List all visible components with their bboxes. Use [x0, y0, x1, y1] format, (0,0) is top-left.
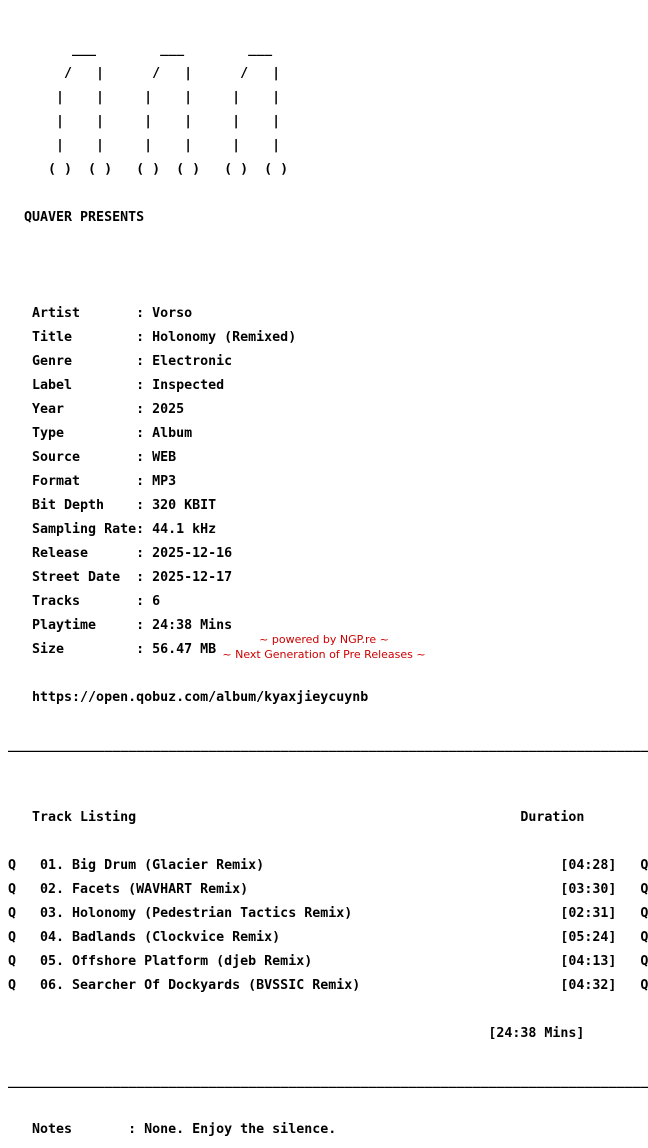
info-tracks: Tracks : 6 — [8, 594, 161, 609]
info-artist: Artist : Vorso — [8, 306, 193, 321]
info-genre: Genre : Electronic — [8, 354, 233, 369]
info-format: Format : MP3 — [8, 474, 177, 489]
track-row: Q 02. Facets (WAVHART Remix) [03:30] Q — [8, 882, 648, 897]
footer-powered-by: ~ powered by NGP.re ~ — [259, 633, 389, 646]
info-type: Type : Album — [8, 426, 193, 441]
ascii-art-line: / | / | / | — [8, 66, 281, 81]
total-duration: [24:38 Mins] — [8, 1026, 585, 1041]
track-row: Q 01. Big Drum (Glacier Remix) [04:28] Q — [8, 858, 648, 873]
nfo-text — [8, 8, 648, 1148]
info-bit-depth: Bit Depth : 320 KBIT — [8, 498, 217, 513]
track-row: Q 05. Offshore Platform (djeb Remix) [04:13] Q — [8, 954, 648, 969]
info-source: Source : WEB — [8, 450, 177, 465]
track-row: Q 03. Holonomy (Pedestrian Tactics Remix) [02:31] Q — [8, 906, 648, 921]
ascii-art-line: | | | | | | — [8, 90, 281, 105]
separator-line: ________________________________________________________________________________ — [8, 1074, 648, 1089]
info-size: Size : 56.47 MB — [8, 642, 217, 657]
track-listing-header: Track Listing Duration — [8, 810, 585, 825]
presenter-line: QUAVER PRESENTS — [8, 210, 145, 225]
info-street-date: Street Date : 2025-12-17 — [8, 570, 233, 585]
ascii-art-line: | | | | | | — [8, 138, 281, 153]
separator-line: ________________________________________________________________________________ — [8, 738, 648, 753]
album-url-link[interactable]: https://open.qobuz.com/album/kyaxjieycuynb — [8, 690, 369, 705]
ascii-art-line: ( ) ( ) ( ) ( ) ( ) ( ) — [8, 162, 289, 177]
notes-line: Notes : None. Enjoy the silence. — [8, 1122, 337, 1137]
info-title: Title : Holonomy (Remixed) — [8, 330, 297, 345]
track-row: Q 06. Searcher Of Dockyards (BVSSIC Remix) [04:32] Q — [8, 978, 648, 993]
info-label: Label : Inspected — [8, 378, 225, 393]
ascii-art-line: | | | | | | — [8, 114, 281, 129]
track-row: Q 04. Badlands (Clockvice Remix) [05:24] Q — [8, 930, 648, 945]
info-year: Year : 2025 — [8, 402, 185, 417]
ascii-art-line: ___ ___ ___ — [8, 42, 273, 57]
footer-tagline: ~ Next Generation of Pre Releases ~ — [222, 648, 426, 661]
info-playtime: Playtime : 24:38 Mins — [8, 618, 233, 633]
info-release: Release : 2025-12-16 — [8, 546, 233, 561]
info-sampling-rate: Sampling Rate: 44.1 kHz — [8, 522, 217, 537]
